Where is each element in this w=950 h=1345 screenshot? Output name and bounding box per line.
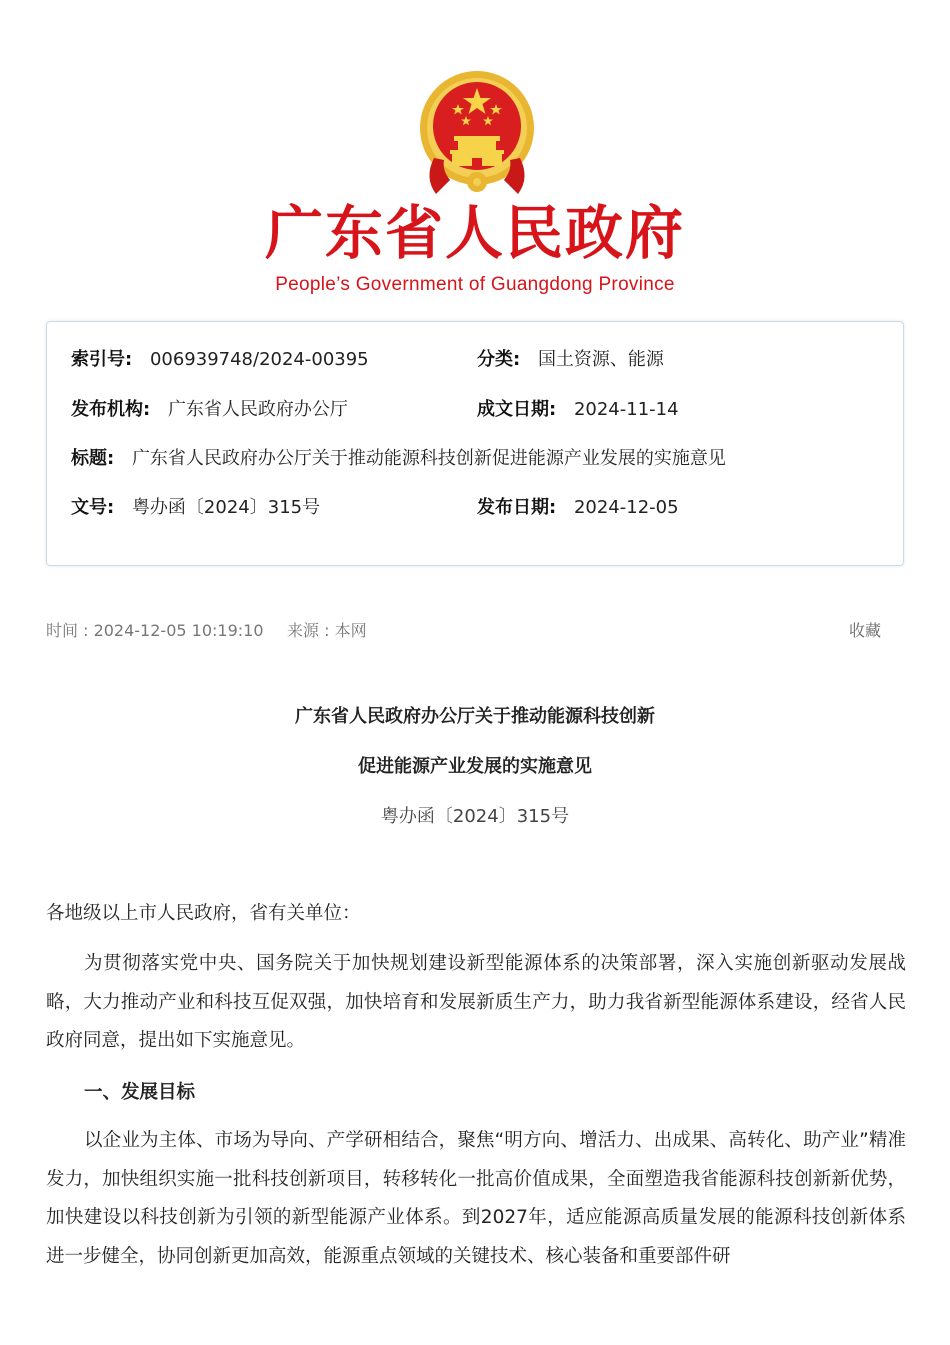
- section-heading-1: 一、发展目标: [84, 1082, 196, 1103]
- article-paragraph-1: 为贯彻落实党中央、国务院关于加快规划建设新型能源体系的决策部署，深入实施创新驱动发展战略，大力推动产业和科技互促双强，加快培育和发展新质生产力，助力我省新型能源体系建设，经省人民政府同意，提出如下实施意见。: [46, 953, 906, 1051]
- meta-title: [71, 447, 726, 471]
- meta-pubdate-value: 2024-12-05: [573, 497, 679, 518]
- article-paragraph-2: 以企业为主体、市场为导向、产学研相结合，聚焦“明方向、增活力、出成果、高转化、助产业”精准发力，加快组织实施一批科技创新项目，转移转化一批高价值成果，全面塑造我省能源科技创新新优势，加快建设以科技创新为引领的新型能源产业体系。到2027年，适应能源高质量发展的能源科技创新体系进一步健全，协同创新更加高效，能源重点领域的关键技术、核心装备和重要部件研: [46, 1130, 906, 1267]
- meta-title-value: 广东省人民政府办公厅关于推动能源科技创新促进能源产业发展的实施意见: [131, 448, 726, 469]
- masthead-title: 广东省人民政府: [264, 199, 685, 267]
- article-title-line2: 促进能源产业发展的实施意见: [358, 756, 592, 777]
- meta-category-label: 分类:: [477, 349, 521, 370]
- meta-publisher-value: 广东省人民政府办公厅: [167, 399, 348, 420]
- article-salutation: 各地级以上市人民政府，省有关单位：: [46, 903, 361, 924]
- meta-publisher: [71, 398, 348, 422]
- article-doc-number: 粤办函〔2024〕315号: [380, 806, 570, 827]
- publish-time: 时间 : 2024-12-05 10:19:10: [46, 621, 264, 640]
- meta-docno: [71, 496, 320, 520]
- meta-publisher-label: 发布机构:: [71, 399, 151, 420]
- meta-pubdate: [477, 496, 679, 520]
- meta-written-date: [477, 398, 679, 422]
- meta-index-label: 索引号:: [71, 349, 133, 370]
- meta-written-label: 成文日期:: [477, 399, 557, 420]
- meta-docno-value: 粤办函〔2024〕315号: [131, 497, 321, 518]
- national-emblem-icon: [416, 70, 538, 200]
- meta-written-value: 2024-11-14: [573, 399, 679, 420]
- meta-pubdate-label: 发布日期:: [477, 497, 557, 518]
- meta-title-label: 标题:: [71, 448, 115, 469]
- article-title-line1: 广东省人民政府办公厅关于推动能源科技创新: [295, 706, 655, 727]
- meta-index-value: 006939748/2024-00395: [149, 349, 369, 370]
- meta-category: [477, 348, 664, 372]
- masthead-subtitle: People’s Government of Guangdong Province: [275, 274, 675, 295]
- meta-docno-label: 文号:: [71, 497, 115, 518]
- meta-category-value: 国土资源、能源: [537, 349, 664, 370]
- favorite-button[interactable]: 收藏: [849, 621, 882, 640]
- document-meta-box: [46, 321, 904, 566]
- publish-source: 来源 : 本网: [287, 621, 367, 640]
- meta-index: [71, 348, 369, 372]
